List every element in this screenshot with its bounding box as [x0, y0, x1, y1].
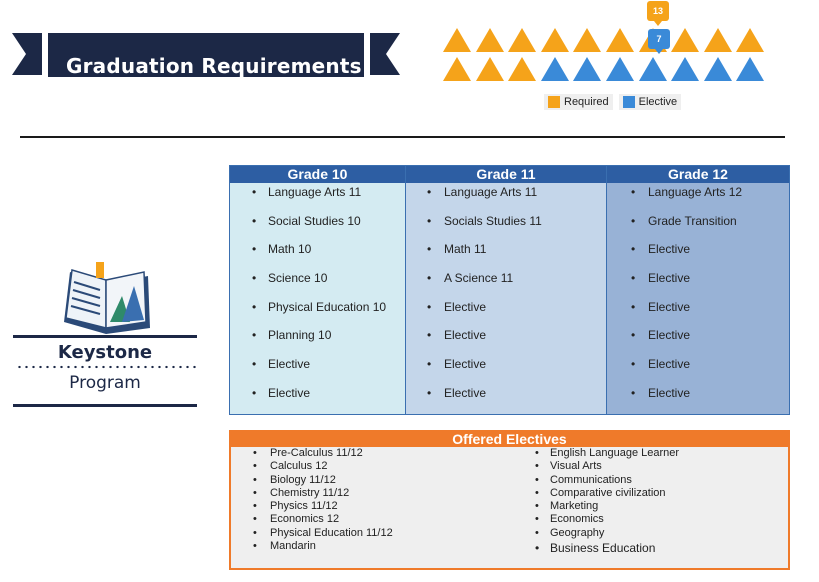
required-course-triangle-icon — [704, 28, 732, 52]
course-item: • Math 11 — [406, 240, 606, 269]
elective-item: • Physical Education 11/12 — [231, 527, 531, 540]
grade-column — [230, 166, 406, 414]
required-course-triangle-icon — [443, 57, 471, 81]
course-item: • Elective — [607, 355, 789, 384]
course-item: • Science 10 — [230, 269, 405, 298]
electives-header: Offered Electives — [231, 432, 788, 447]
course-item: • Elective — [607, 326, 789, 355]
course-item: • Physical Education 10 — [230, 298, 405, 327]
legend-elective-label: Elective — [638, 96, 678, 108]
required-course-triangle-icon — [541, 28, 569, 52]
required-course-triangle-icon — [476, 28, 504, 52]
course-item: • Socials Studies 11 — [406, 212, 606, 241]
course-item: • Elective — [406, 298, 606, 327]
page-title: Graduation Requirements — [66, 54, 362, 78]
course-item: • Elective — [230, 384, 405, 413]
elective-item: • Comparative civilization — [531, 487, 679, 500]
course-item: • Social Studies 10 — [230, 212, 405, 241]
elective-item: • Biology 11/12 — [231, 474, 531, 487]
section-divider — [20, 136, 785, 138]
elective-item: • Business Education — [531, 540, 679, 556]
course-item: • Language Arts 12 — [607, 183, 789, 212]
legend-required-label: Required — [564, 96, 609, 108]
elective-item: • Visual Arts — [531, 460, 679, 473]
legend-elective — [619, 94, 682, 110]
title-banner — [12, 17, 400, 91]
course-list — [607, 183, 789, 413]
elective-item: • Communications — [531, 474, 679, 487]
keystone-bottom-rule — [13, 404, 197, 407]
grade-column — [406, 166, 607, 414]
grade-header: Grade 11 — [406, 166, 606, 183]
course-item: • Elective — [406, 384, 606, 413]
elective-course-triangle-icon — [541, 57, 569, 81]
required-course-triangle-icon — [671, 28, 699, 52]
required-swatch — [548, 96, 560, 108]
elective-course-triangle-icon — [639, 57, 667, 81]
course-list — [406, 183, 606, 413]
grade-header: Grade 10 — [230, 166, 405, 183]
elective-course-triangle-icon — [606, 57, 634, 81]
required-course-triangle-icon — [476, 57, 504, 81]
elective-course-triangle-icon — [704, 57, 732, 81]
elective-item: • Chemistry 11/12 — [231, 487, 531, 500]
elective-item: • Marketing — [531, 500, 679, 513]
elective-item: • Physics 11/12 — [231, 500, 531, 513]
electives-list-left — [231, 447, 531, 556]
course-item: • Grade Transition — [607, 212, 789, 241]
required-course-triangle-icon — [606, 28, 634, 52]
required-course-triangle-icon — [443, 28, 471, 52]
elective-course-triangle-icon — [671, 57, 699, 81]
elective-item: • Pre-Calculus 11/12 — [231, 447, 531, 460]
required-course-triangle-icon — [508, 28, 536, 52]
elective-item: • Geography — [531, 527, 679, 540]
course-item: • Math 10 — [230, 240, 405, 269]
grade-header: Grade 12 — [607, 166, 789, 183]
course-item: • A Science 11 — [406, 269, 606, 298]
triangle-row-2 — [443, 57, 764, 81]
course-item: • Elective — [607, 298, 789, 327]
grade-column — [607, 166, 789, 414]
course-item: • Elective — [607, 240, 789, 269]
required-course-triangle-icon — [573, 28, 601, 52]
grade-requirements-table — [229, 165, 790, 415]
course-item: • Planning 10 — [230, 326, 405, 355]
offered-electives-panel — [229, 430, 790, 570]
program-name: Keystone — [57, 342, 153, 363]
legend-required — [544, 94, 613, 110]
electives-list-right — [531, 447, 679, 556]
course-item: • Language Arts 11 — [406, 183, 606, 212]
elective-course-triangle-icon — [736, 57, 764, 81]
required-course-triangle-icon — [508, 57, 536, 81]
keystone-top-rule — [13, 335, 197, 338]
book-icon — [60, 262, 152, 338]
legend — [544, 94, 681, 110]
triangle-row-1 — [443, 28, 764, 52]
elective-count-callout: 7 — [648, 29, 670, 49]
elective-item: • Economics — [531, 513, 679, 526]
elective-swatch — [623, 96, 635, 108]
course-item: • Elective — [230, 355, 405, 384]
elective-course-triangle-icon — [573, 57, 601, 81]
dotted-separator — [16, 364, 198, 370]
course-item: • Elective — [406, 326, 606, 355]
program-subtitle: Program — [69, 373, 141, 393]
required-count-callout: 13 — [647, 1, 669, 21]
required-course-triangle-icon — [736, 28, 764, 52]
elective-item: • Mandarin — [231, 540, 531, 553]
course-item: • Elective — [607, 384, 789, 413]
course-item: • Elective — [406, 355, 606, 384]
elective-item: • Calculus 12 — [231, 460, 531, 473]
elective-item: • Economics 12 — [231, 513, 531, 526]
course-item: • Elective — [607, 269, 789, 298]
course-list — [230, 183, 405, 413]
elective-item: • English Language Learner — [531, 447, 679, 460]
course-item: • Language Arts 11 — [230, 183, 405, 212]
